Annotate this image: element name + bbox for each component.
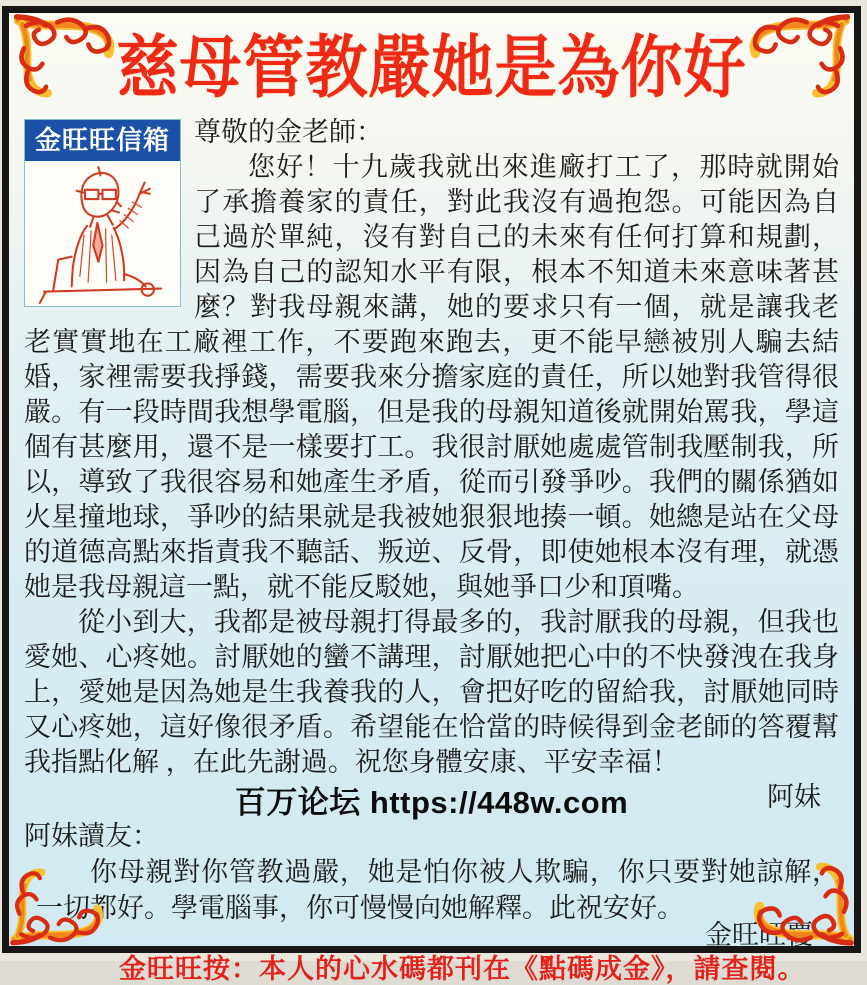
letter-paragraph-2: 從小到大，我都是被母親打得最多的，我討厭我的母親，但我也愛她、心疼她。討厭她的蠻不講理，討厭她把心中的不快發洩在我身上，愛她是因為她是生我養我的人，會把好吃的留給我，討厭她同時又心疼她，這好像很矛盾。希望能在恰當的時候得到金老師的答覆幫我指點化解 ，在此先謝過。祝您身體安康、平安幸福！ <box>24 607 839 777</box>
footer-note: 金旺旺按：本人的心水碼都刊在《點碼成金》，請查閱。 <box>119 954 806 984</box>
page-frame <box>2 6 861 984</box>
reply-salutation: 阿妹讀友： <box>24 821 159 851</box>
advisor-illustration-icon <box>25 161 180 305</box>
letter-paragraph-1: 您好！十九歲我就出來進廠打工了，那時就開始了承擔養家的責任，對此我沒有過抱怨。可能因為自己過於單純，沒有對自己的未來有任何打算和規劃，因為自己的認知水平有限，根本不知道未來意味著甚麼？對我母親來講，她的要求只有一個，就是讓我老老實實地在工廠裡工作，不要跑來跑去，更不能早戀被別人騙去結婚，家裡需要我掙錢，需要我來分擔家庭的責任，所以她對我管得很嚴。有一段時間我想學電腦，但是我的母親知道後就開始罵我，學這個有甚麼用，還不是一樣要打工。我很討厭她處處管制我壓制我，所以，導致了我很容易和她產生矛盾，從而引發爭吵。我們的關係猶如火星撞地球，爭吵的結果就是我被她狠狠地揍一頓。她總是站在父母的道德高點來指責我不聽話、叛逆、反骨，即使她根本沒有理，就憑她是我母親這一點，就不能反駁她，與她爭口少和頂嘴。 <box>24 152 839 602</box>
column-body <box>9 111 854 985</box>
forum-watermark: 百万论坛 https://448w.com <box>234 785 629 820</box>
reply-signature: 金旺旺覆 <box>705 920 813 950</box>
cloud-ornament-icon <box>735 15 853 107</box>
page-title: 慈母管教嚴她是為你好 <box>116 31 747 107</box>
reply-body: 你母親對你管教過嚴，她是怕你被人欺騙，你只要對她諒解，一切都好。學電腦事，你可慢慢向她解釋。此祝安好。 <box>36 857 839 923</box>
cloud-ornament-icon <box>11 15 129 107</box>
letter-signature: 阿妹 <box>767 782 821 812</box>
mailbox-title: 金旺旺信箱 <box>25 120 180 161</box>
mailbox-box <box>24 119 181 307</box>
letter-salutation: 尊敬的金老師： <box>194 117 383 147</box>
